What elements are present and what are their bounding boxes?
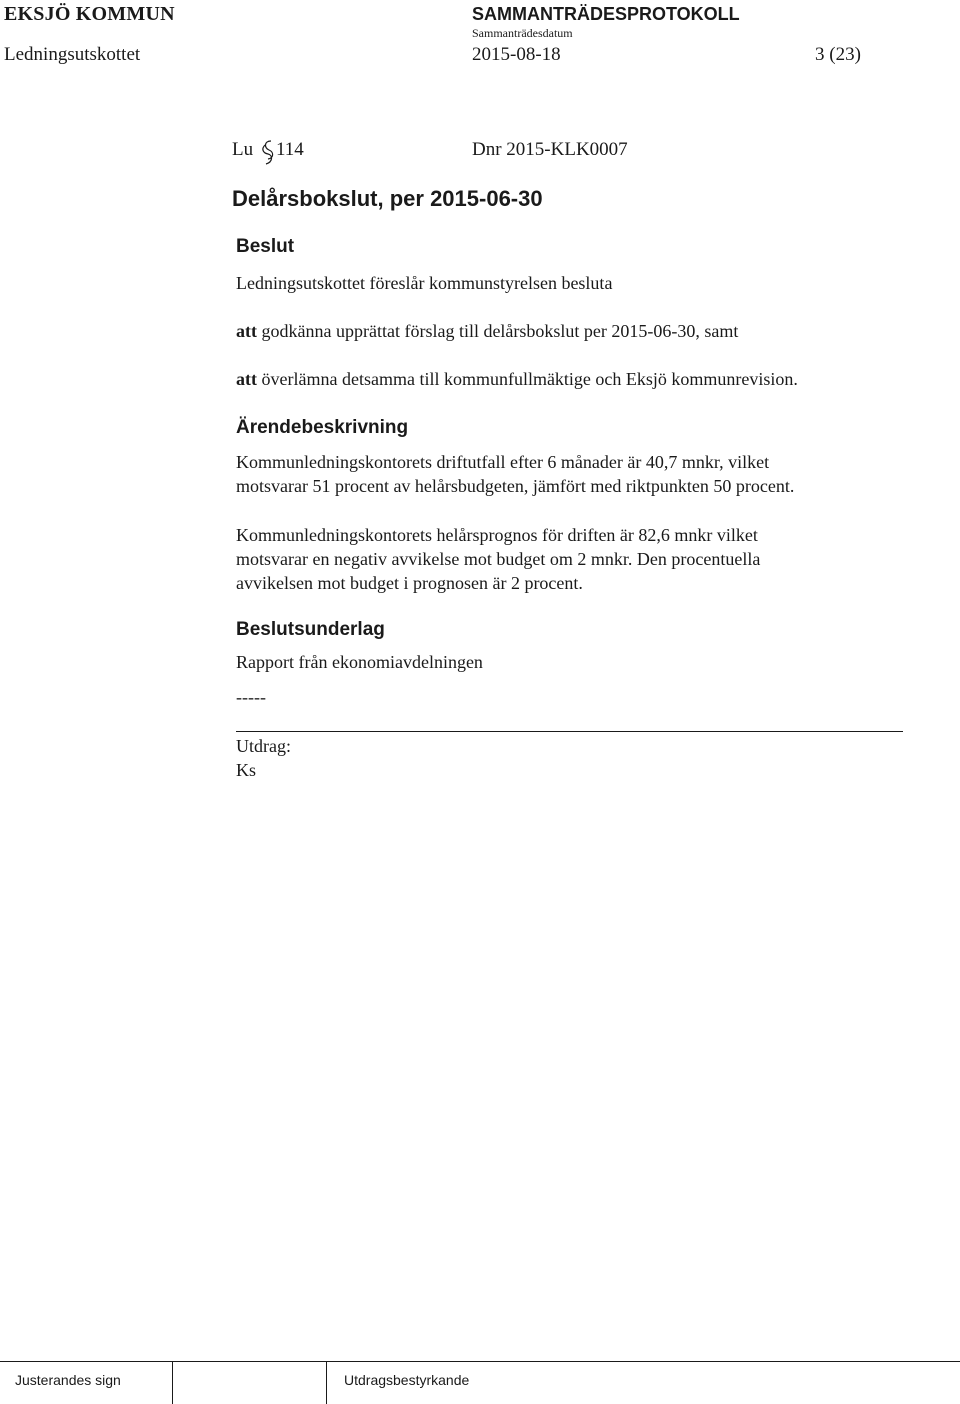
att-keyword: att <box>236 321 257 341</box>
case-description-heading: Ärendebeskrivning <box>236 417 409 438</box>
page-number: 3 (23) <box>815 44 861 65</box>
case-description-paragraph <box>236 450 794 498</box>
decision-item-text: överlämna detsamma till kommunfullmäktige och Eksjö kommunrevision. <box>261 369 798 389</box>
meeting-date: 2015-08-18 <box>472 44 561 65</box>
case-title: Delårsbokslut, per 2015-06-30 <box>232 186 543 211</box>
footer-divider <box>172 1361 173 1404</box>
att-keyword: att <box>236 369 257 389</box>
horizontal-rule <box>236 731 903 732</box>
diary-number: Dnr 2015-KLK0007 <box>472 139 628 160</box>
decision-item <box>236 369 798 390</box>
paragraph-line: avvikelsen mot budget i prognosen är 2 procent. <box>236 573 583 593</box>
paragraph-line: Kommunledningskontorets driftutfall efter 6 månader är 40,7 mnkr, vilket <box>236 452 770 472</box>
paragraph-line: Kommunledningskontorets helårsprognos för driften är 82,6 mnkr vilket <box>236 525 758 545</box>
decision-basis-text: Rapport från ekonomiavdelningen <box>236 652 483 672</box>
committee-name: Ledningsutskottet <box>4 44 141 65</box>
meeting-date-label: Sammanträdesdatum <box>472 26 573 40</box>
decision-heading: Beslut <box>236 236 295 257</box>
footer-divider <box>326 1361 327 1404</box>
footer-rule <box>0 1361 960 1362</box>
decision-intro: Ledningsutskottet föreslår kommunstyrelsen besluta <box>236 273 613 293</box>
paragraph-line: motsvarar en negativ avvikelse mot budget om 2 mnkr. Den procentuella <box>236 549 761 569</box>
document-type: SAMMANTRÄDESPROTOKOLL <box>472 4 740 24</box>
extract-label: Utdrag: <box>236 736 291 756</box>
decision-item <box>236 321 738 342</box>
adjuster-signature-label: Justerandes sign <box>15 1372 121 1388</box>
case-number: 114 <box>276 139 304 160</box>
case-prefix: Lu <box>232 139 254 160</box>
separator-dashes: ----- <box>236 687 266 707</box>
decision-item-text: godkänna upprättat förslag till delårsbokslut per 2015-06-30, samt <box>261 321 739 341</box>
org-name: EKSJÖ KOMMUN <box>4 3 175 25</box>
extract-certification-label: Utdragsbestyrkande <box>344 1372 470 1388</box>
extract-recipient: Ks <box>236 760 257 780</box>
paragraph-sign-icon <box>258 137 278 167</box>
decision-basis-heading: Beslutsunderlag <box>236 619 385 640</box>
paragraph-line: motsvarar 51 procent av helårsbudgeten, jämfört med riktpunkten 50 procent. <box>236 476 795 496</box>
case-description-paragraph <box>236 523 760 595</box>
